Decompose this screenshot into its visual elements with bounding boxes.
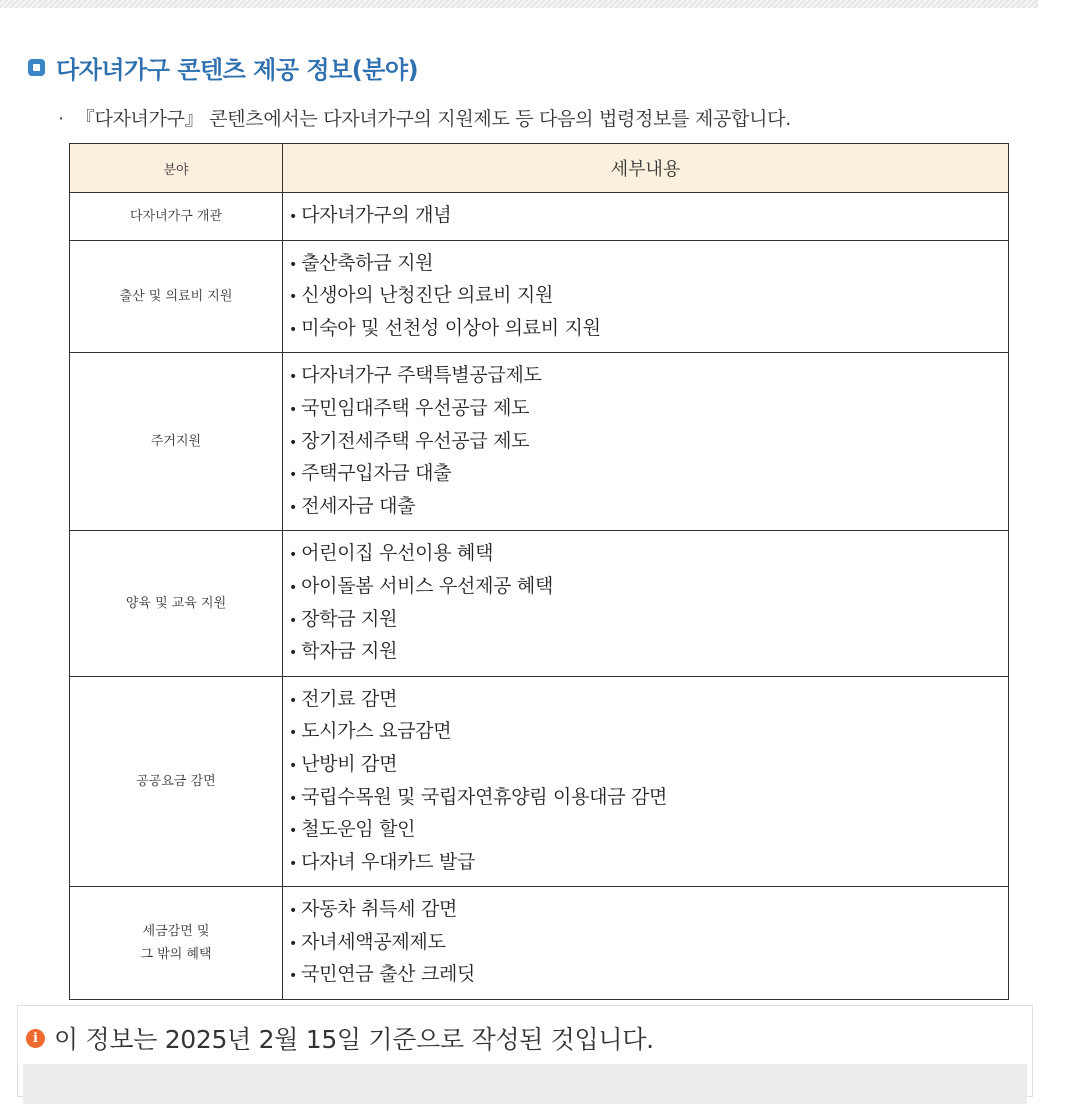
notice-row xyxy=(26,1020,654,1056)
table-row xyxy=(70,887,1009,1000)
list-item: • 장학금 지원 xyxy=(289,604,1008,637)
detail-list xyxy=(289,200,1008,233)
content-info-table xyxy=(69,143,1009,1000)
table-row xyxy=(70,353,1009,531)
list-item: • 도시가스 요금감면 xyxy=(289,716,1008,749)
list-item: • 철도운임 할인 xyxy=(289,814,1008,847)
notice-box xyxy=(17,1005,1033,1097)
field-cell: 출산 및 의료비 지원 xyxy=(70,240,283,353)
table-body xyxy=(70,193,1009,1000)
detail-cell xyxy=(283,676,1009,887)
list-item: • 다자녀가구 주택특별공급제도 xyxy=(289,360,1008,393)
intro-line xyxy=(58,104,791,131)
list-item: • 국민임대주택 우선공급 제도 xyxy=(289,393,1008,426)
list-item: • 전세자금 대출 xyxy=(289,491,1008,524)
section-header xyxy=(28,50,418,84)
list-item: • 국민연금 출산 크레딧 xyxy=(289,959,1008,992)
list-item: • 자동차 취득세 감면 xyxy=(289,894,1008,927)
list-item: • 학자금 지원 xyxy=(289,636,1008,669)
list-item: • 전기료 감면 xyxy=(289,684,1008,717)
list-item: • 미숙아 및 선천성 이상아 의료비 지원 xyxy=(289,313,1008,346)
table-row xyxy=(70,193,1009,241)
field-cell: 양육 및 교육 지원 xyxy=(70,531,283,676)
field-cell: 주거지원 xyxy=(70,353,283,531)
list-item: • 어린이집 우선이용 혜택 xyxy=(289,538,1008,571)
list-item: • 신생아의 난청진단 의료비 지원 xyxy=(289,280,1008,313)
header-field: 분야 xyxy=(70,144,283,193)
notice-bar xyxy=(23,1064,1027,1104)
detail-list xyxy=(289,684,1008,880)
detail-list xyxy=(289,360,1008,523)
table-row xyxy=(70,531,1009,676)
top-divider-strip xyxy=(0,0,1038,8)
detail-list xyxy=(289,538,1008,668)
info-icon: i xyxy=(26,1029,45,1048)
section-title: 다자녀가구 콘텐츠 제공 정보(분야) xyxy=(56,55,419,84)
square-bullet-icon xyxy=(28,59,45,76)
field-cell: 공공요금 감면 xyxy=(70,676,283,887)
list-item: • 다자녀 우대카드 발급 xyxy=(289,847,1008,880)
detail-cell xyxy=(283,240,1009,353)
header-detail: 세부내용 xyxy=(283,144,1009,193)
table-row xyxy=(70,676,1009,887)
detail-cell xyxy=(283,887,1009,1000)
table-row xyxy=(70,240,1009,353)
intro-text: 『다자녀가구』 콘텐츠에서는 다자녀가구의 지원제도 등 다음의 법령정보를 제공합니다. xyxy=(75,108,791,130)
detail-cell xyxy=(283,353,1009,531)
field-cell: 세금감면 및 그 밖의 혜택 xyxy=(70,887,283,1000)
list-item: • 자녀세액공제제도 xyxy=(289,927,1008,960)
list-item: • 다자녀가구의 개념 xyxy=(289,200,1008,233)
list-item: • 국립수목원 및 국립자연휴양림 이용대금 감면 xyxy=(289,782,1008,815)
detail-cell xyxy=(283,531,1009,676)
list-item: • 출산축하금 지원 xyxy=(289,248,1008,281)
intro-bullet: · xyxy=(58,108,64,130)
detail-list xyxy=(289,248,1008,346)
notice-text: 이 정보는 2025년 2월 15일 기준으로 작성된 것입니다. xyxy=(54,1025,654,1054)
list-item: • 난방비 감면 xyxy=(289,749,1008,782)
field-cell: 다자녀가구 개관 xyxy=(70,193,283,241)
detail-cell xyxy=(283,193,1009,241)
table-header-row xyxy=(70,144,1009,193)
list-item: • 주택구입자금 대출 xyxy=(289,458,1008,491)
detail-list xyxy=(289,894,1008,992)
list-item: • 장기전세주택 우선공급 제도 xyxy=(289,426,1008,459)
list-item: • 아이돌봄 서비스 우선제공 혜택 xyxy=(289,571,1008,604)
